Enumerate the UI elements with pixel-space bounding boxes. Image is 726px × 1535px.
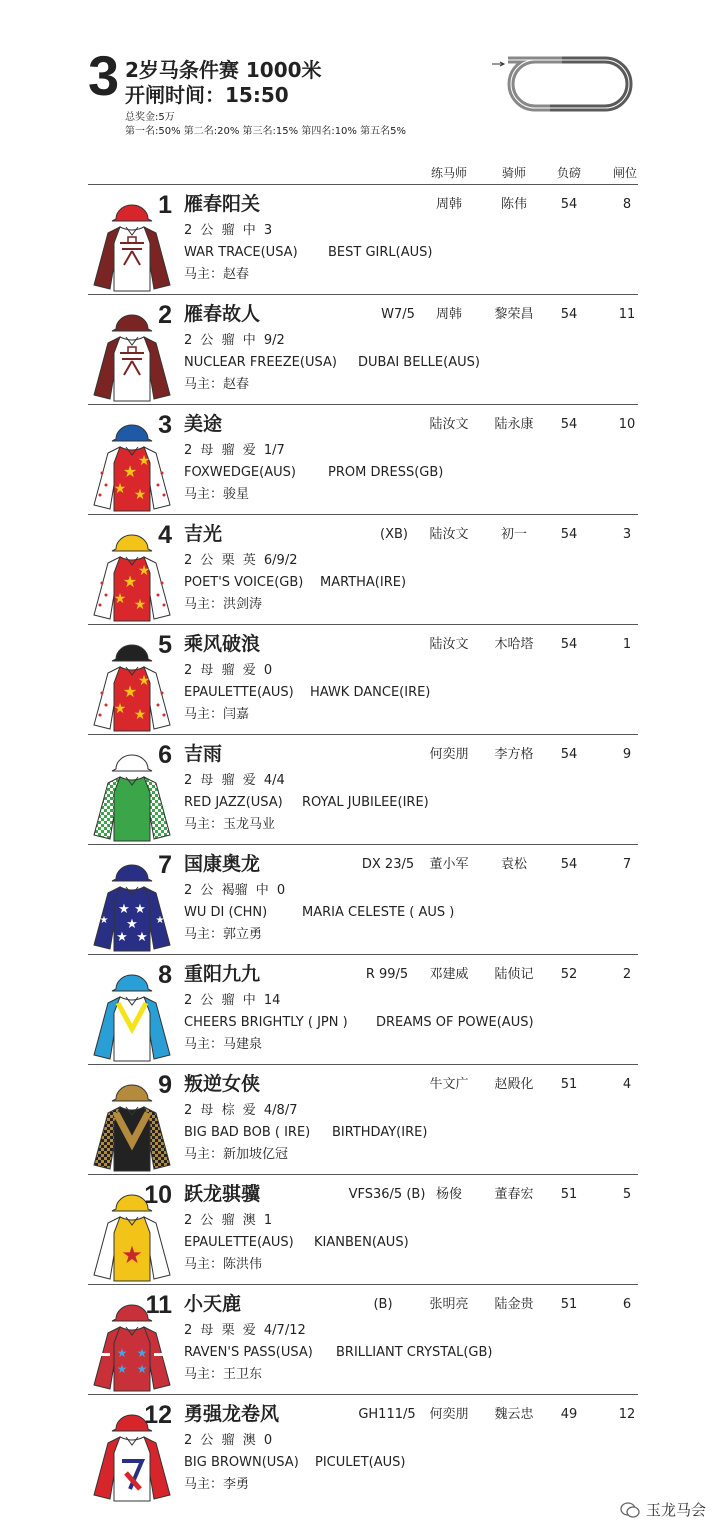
dam-name: MARIA CELESTE ( AUS ) [302, 905, 455, 920]
recent-form: 3 [263, 223, 273, 238]
horse-profile [184, 773, 285, 789]
gear-code: (B) [373, 1297, 393, 1312]
horse-age: 2 [184, 773, 193, 788]
wechat-icon [620, 1501, 640, 1519]
jockey-name: 袁松 [500, 857, 527, 872]
carried-weight: 52 [560, 967, 578, 982]
horse-origin: 中 [242, 993, 256, 1008]
jockey-name: 黎荣昌 [494, 307, 534, 322]
horse-age: 2 [184, 663, 193, 678]
gate-number: 3 [622, 527, 632, 542]
horse-origin: 爱 [242, 663, 256, 678]
horse-profile [184, 1213, 272, 1229]
svg-text:★: ★ [121, 1241, 143, 1269]
sire-name: BIG BROWN(USA) [184, 1455, 299, 1470]
horse-color: 棕 [221, 1103, 235, 1118]
horse-color: 骝 [221, 1433, 235, 1448]
horse-origin: 中 [242, 333, 256, 348]
header-gate: 闸位 [612, 166, 637, 180]
runner-number: 5 [158, 631, 172, 659]
horse-age: 2 [184, 1323, 193, 1338]
gate-number: 12 [618, 1407, 636, 1422]
owner-name: 马主：李勇 [184, 1477, 250, 1492]
runner-row[interactable] [88, 735, 638, 845]
gear-code: W7/5 [381, 307, 415, 322]
runner-row[interactable] [88, 1065, 638, 1175]
trainer-name: 周韩 [435, 197, 462, 212]
runner-row[interactable] [88, 295, 638, 405]
runner-number: 7 [158, 851, 172, 879]
recent-form: 1/7 [263, 443, 285, 458]
horse-name: 雁春阳关 [184, 193, 261, 215]
trainer-name: 陆汝文 [429, 417, 469, 432]
jockey-name: 董春宏 [494, 1187, 534, 1202]
carried-weight: 51 [560, 1077, 578, 1092]
carried-weight: 54 [560, 307, 578, 322]
jockey-name: 木哈塔 [494, 637, 534, 652]
gear-code: DX 23/5 [361, 857, 415, 872]
carried-weight: 49 [560, 1407, 578, 1422]
trainer-name: 杨俊 [435, 1187, 462, 1202]
horse-origin: 爱 [242, 1103, 256, 1118]
owner-name: 马主：王卫东 [184, 1367, 263, 1382]
sire-name: WAR TRACE(USA) [184, 245, 298, 260]
horse-profile [184, 333, 285, 349]
runner-number: 4 [158, 521, 172, 549]
gate-number: 11 [618, 307, 636, 322]
horse-color: 骝 [221, 663, 235, 678]
recent-form: 14 [263, 993, 281, 1008]
horse-name: 勇强龙卷风 [184, 1403, 280, 1425]
horse-profile [184, 1103, 297, 1119]
carried-weight: 51 [560, 1297, 578, 1312]
gate-number: 4 [622, 1077, 632, 1092]
gear-code: VFS36/5 (B) [348, 1187, 426, 1202]
horse-color: 骝 [221, 1213, 235, 1228]
runner-number: 6 [158, 741, 172, 769]
owner-name: 马主：陈洪伟 [184, 1257, 263, 1272]
watermark [620, 1500, 706, 1520]
trainer-name: 牛文广 [429, 1077, 469, 1092]
svg-text:★: ★ [116, 930, 128, 945]
race-title: 2岁马条件赛 1000米 [125, 58, 322, 82]
trainer-name: 何奕朋 [429, 1407, 469, 1422]
dam-name: KIANBEN(AUS) [314, 1235, 409, 1250]
horse-color: 栗 [221, 553, 235, 568]
svg-text:★: ★ [122, 462, 138, 481]
owner-name: 马主：闫嘉 [184, 707, 250, 722]
owner-name: 马主：赵春 [184, 377, 250, 392]
runner-number: 9 [158, 1071, 172, 1099]
runner-number: 10 [144, 1181, 172, 1209]
svg-text:★: ★ [136, 930, 148, 945]
trainer-name: 周韩 [435, 307, 462, 322]
trainer-name: 董小军 [429, 857, 469, 872]
trainer-name: 邓建威 [429, 967, 469, 982]
svg-text:★: ★ [113, 591, 127, 607]
horse-origin: 澳 [242, 1433, 256, 1448]
horse-profile [184, 223, 272, 239]
horse-profile [184, 993, 280, 1009]
horse-age: 2 [184, 993, 193, 1008]
horse-sex: 公 [200, 223, 214, 238]
horse-origin: 爱 [242, 443, 256, 458]
horse-age: 2 [184, 333, 193, 348]
recent-form: 1 [263, 1213, 273, 1228]
gear-code: GH111/5 [358, 1407, 416, 1422]
gate-number: 1 [622, 637, 632, 652]
sire-name: POET'S VOICE(GB) [184, 575, 304, 590]
recent-form: 0 [276, 883, 286, 898]
svg-text:★: ★ [116, 1346, 128, 1360]
horse-age: 2 [184, 443, 193, 458]
dam-name: HAWK DANCE(IRE) [310, 685, 431, 700]
sire-name: WU DI (CHN) [184, 905, 268, 920]
dam-name: PROM DRESS(GB) [328, 465, 444, 480]
svg-text:★: ★ [134, 902, 146, 917]
horse-name: 跃龙骐骥 [184, 1183, 261, 1205]
svg-text:★: ★ [126, 917, 138, 932]
svg-text:★: ★ [136, 1362, 148, 1376]
runner-row[interactable] [88, 1285, 638, 1395]
runner-row[interactable] [88, 1175, 638, 1285]
horse-profile [184, 883, 285, 899]
svg-text:★: ★ [116, 1362, 128, 1376]
horse-name: 重阳九九 [184, 963, 261, 985]
gate-number: 7 [622, 857, 632, 872]
svg-text:★: ★ [122, 682, 138, 701]
horse-origin: 澳 [242, 1213, 256, 1228]
svg-text:★: ★ [137, 563, 151, 579]
runner-row[interactable] [88, 955, 638, 1065]
owner-name: 马主：新加坡亿冠 [184, 1147, 289, 1162]
prize-total: 总奖金:5万 [125, 112, 175, 123]
sire-name: EPAULETTE(AUS) [184, 685, 294, 700]
horse-sex: 公 [200, 333, 214, 348]
svg-text:★: ★ [133, 597, 147, 613]
svg-text:★: ★ [99, 915, 109, 926]
runner-number: 2 [158, 301, 172, 329]
horse-sex: 公 [200, 993, 214, 1008]
horse-name: 雁春故人 [184, 303, 261, 325]
track-diagram-icon [490, 52, 640, 114]
horse-age: 2 [184, 1213, 193, 1228]
header-trainer: 练马师 [430, 166, 467, 180]
gear-code: (XB) [380, 527, 408, 542]
horse-age: 2 [184, 1433, 193, 1448]
horse-color: 栗 [221, 1323, 235, 1338]
horse-sex: 公 [200, 883, 214, 898]
owner-name: 马主：马建泉 [184, 1037, 263, 1052]
horse-name: 吉光 [184, 523, 223, 545]
owner-name: 马主：骏星 [184, 487, 250, 502]
jockey-name: 陆侦记 [494, 967, 534, 982]
horse-origin: 中 [242, 223, 256, 238]
horse-sex: 母 [200, 773, 214, 788]
jockey-name: 陆金贵 [494, 1297, 534, 1312]
horse-origin: 中 [255, 883, 269, 898]
jockey-name: 李方格 [494, 747, 534, 762]
jockey-name: 陈伟 [500, 197, 527, 212]
horse-profile [184, 443, 285, 459]
horse-profile [184, 1433, 272, 1449]
dam-name: DREAMS OF POWE(AUS) [376, 1015, 534, 1030]
sire-name: CHEERS BRIGHTLY ( JPN ) [184, 1015, 348, 1030]
carried-weight: 54 [560, 857, 578, 872]
runner-row[interactable] [88, 185, 638, 295]
horse-name: 叛逆女侠 [184, 1073, 261, 1095]
runner-number: 11 [145, 1291, 172, 1319]
horse-sex: 母 [200, 663, 214, 678]
race-time: 开闸时间：15:50 [125, 83, 289, 107]
carried-weight: 54 [560, 417, 578, 432]
sire-name: FOXWEDGE(AUS) [184, 465, 296, 480]
runner-number: 12 [144, 1401, 172, 1429]
header-jockey: 骑师 [501, 166, 526, 180]
sire-name: NUCLEAR FREEZE(USA) [184, 355, 337, 370]
trainer-name: 陆汝文 [429, 527, 469, 542]
gear-code: R 99/5 [365, 967, 409, 982]
horse-name: 小天鹿 [184, 1293, 242, 1315]
svg-text:★: ★ [133, 487, 147, 503]
sire-name: EPAULETTE(AUS) [184, 1235, 294, 1250]
gate-number: 2 [622, 967, 632, 982]
runner-row[interactable] [88, 845, 638, 955]
horse-age: 2 [184, 883, 193, 898]
dam-name: BRILLIANT CRYSTAL(GB) [336, 1345, 493, 1360]
svg-text:★: ★ [118, 902, 130, 917]
owner-name: 马主：赵春 [184, 267, 250, 282]
dam-name: ROYAL JUBILEE(IRE) [302, 795, 429, 810]
owner-name: 马主：郭立勇 [184, 927, 263, 942]
owner-name: 马主：洪剑涛 [184, 597, 263, 612]
recent-form: 4/7/12 [263, 1323, 306, 1338]
dam-name: DUBAI BELLE(AUS) [358, 355, 480, 370]
horse-sex: 公 [200, 553, 214, 568]
horse-profile [184, 1323, 306, 1339]
runner-row[interactable] [88, 515, 638, 625]
carried-weight: 54 [560, 637, 578, 652]
recent-form: 4/4 [263, 773, 285, 788]
svg-text:★: ★ [133, 707, 147, 723]
gate-number: 8 [622, 197, 632, 212]
svg-text:★: ★ [113, 701, 127, 717]
trainer-name: 陆汝文 [429, 637, 469, 652]
horse-profile [184, 663, 272, 679]
gate-number: 10 [618, 417, 636, 432]
horse-color: 骝 [221, 993, 235, 1008]
horse-color: 骝 [221, 333, 235, 348]
recent-form: 9/2 [263, 333, 285, 348]
carried-weight: 54 [560, 197, 578, 212]
recent-form: 4/8/7 [263, 1103, 298, 1118]
horse-name: 乘风破浪 [184, 633, 261, 655]
runner-row[interactable] [88, 405, 638, 515]
sire-name: RAVEN'S PASS(USA) [184, 1345, 313, 1360]
runner-number: 3 [158, 411, 172, 439]
horse-origin: 英 [242, 553, 256, 568]
header-weight: 负磅 [556, 166, 581, 180]
jockey-name: 魏云忠 [494, 1407, 534, 1422]
carried-weight: 54 [560, 747, 578, 762]
jockey-name: 赵殿化 [494, 1077, 534, 1092]
horse-sex: 母 [200, 1103, 214, 1118]
carried-weight: 54 [560, 527, 578, 542]
horse-age: 2 [184, 553, 193, 568]
carried-weight: 51 [560, 1187, 578, 1202]
svg-text:★: ★ [113, 481, 127, 497]
svg-text:★: ★ [122, 572, 138, 591]
sire-name: BIG BAD BOB ( IRE) [184, 1125, 311, 1140]
runner-number: 8 [158, 961, 172, 989]
horse-sex: 公 [200, 1213, 214, 1228]
svg-text:★: ★ [136, 1346, 148, 1360]
horse-sex: 公 [200, 1433, 214, 1448]
sire-name: RED JAZZ(USA) [184, 795, 283, 810]
horse-name: 国康奥龙 [184, 853, 261, 875]
horse-color: 骝 [221, 223, 235, 238]
horse-origin: 爱 [242, 773, 256, 788]
svg-text:★: ★ [137, 453, 151, 469]
trainer-name: 张明亮 [429, 1297, 469, 1312]
horse-name: 吉雨 [184, 743, 223, 765]
recent-form: 0 [263, 663, 273, 678]
horse-sex: 母 [200, 1323, 214, 1338]
horse-age: 2 [184, 223, 193, 238]
jockey-name: 陆永康 [494, 417, 534, 432]
race-number: 3 [88, 44, 120, 107]
runner-row[interactable] [88, 1395, 638, 1505]
jockey-name: 初一 [500, 527, 527, 542]
dam-name: MARTHA(IRE) [320, 575, 407, 590]
dam-name: BEST GIRL(AUS) [328, 245, 433, 260]
gate-number: 9 [622, 747, 632, 762]
svg-text:★: ★ [155, 915, 165, 926]
horse-sex: 母 [200, 443, 214, 458]
svg-text:★: ★ [137, 673, 151, 689]
owner-name: 马主：玉龙马业 [184, 817, 276, 832]
horse-age: 2 [184, 1103, 193, 1118]
horse-name: 美途 [184, 413, 223, 435]
prize-split: 第一名:50% 第二名:20% 第三名:15% 第四名:10% 第五名5% [125, 126, 406, 137]
runner-number: 1 [158, 191, 172, 219]
recent-form: 0 [263, 1433, 273, 1448]
recent-form: 6/9/2 [263, 553, 298, 568]
horse-profile [184, 553, 297, 569]
horse-color: 骝 [221, 773, 235, 788]
runner-row[interactable] [88, 625, 638, 735]
gate-number: 6 [622, 1297, 632, 1312]
horse-origin: 爱 [242, 1323, 256, 1338]
horse-color: 褐骝 [221, 883, 248, 898]
watermark-text: 玉龙马会 [645, 1501, 706, 1519]
horse-color: 骝 [221, 443, 235, 458]
trainer-name: 何奕朋 [429, 747, 469, 762]
dam-name: PICULET(AUS) [315, 1455, 406, 1470]
gate-number: 5 [622, 1187, 632, 1202]
dam-name: BIRTHDAY(IRE) [332, 1125, 428, 1140]
